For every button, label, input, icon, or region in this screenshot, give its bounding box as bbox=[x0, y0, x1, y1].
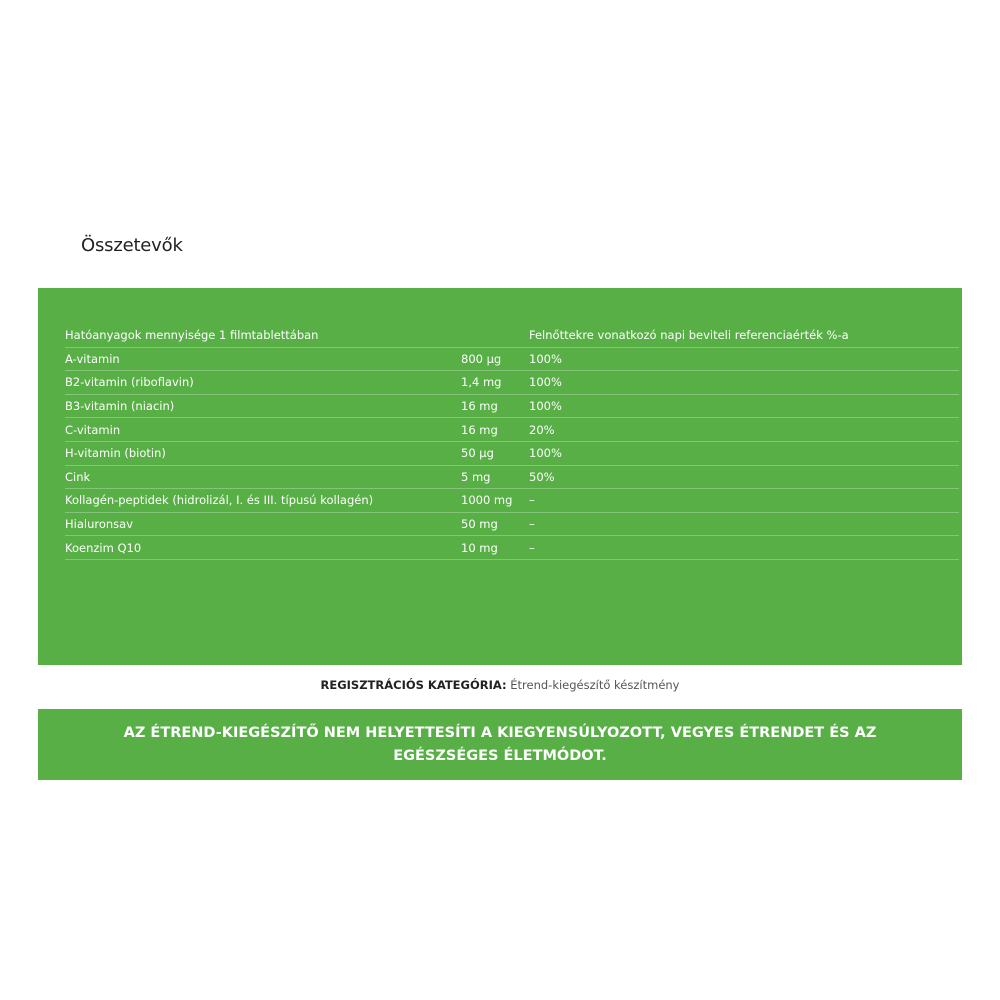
ingredient-name: Cink bbox=[65, 465, 461, 489]
table-row bbox=[65, 394, 959, 418]
ingredient-rdi: – bbox=[529, 512, 959, 536]
table-row bbox=[65, 465, 959, 489]
disclaimer-banner bbox=[38, 709, 962, 780]
ingredient-rdi: 100% bbox=[529, 441, 959, 465]
section-title: Összetevők bbox=[81, 235, 183, 256]
table-row bbox=[65, 489, 959, 513]
registration-label: REGISZTRÁCIÓS KATEGÓRIA: bbox=[320, 678, 507, 692]
table-row bbox=[65, 536, 959, 560]
ingredient-amount: 1000 mg bbox=[461, 489, 529, 513]
ingredient-amount: 50 mg bbox=[461, 512, 529, 536]
header-ingredient: Hatóanyagok mennyisége 1 filmtablettában bbox=[65, 324, 461, 347]
ingredients-panel bbox=[38, 288, 962, 665]
ingredient-rdi: 100% bbox=[529, 371, 959, 395]
ingredient-name: A-vitamin bbox=[65, 347, 461, 371]
ingredient-rdi: 100% bbox=[529, 347, 959, 371]
table-row bbox=[65, 441, 959, 465]
ingredient-amount: 50 µg bbox=[461, 441, 529, 465]
ingredient-amount: 16 mg bbox=[461, 418, 529, 442]
ingredient-name: Koenzim Q10 bbox=[65, 536, 461, 560]
ingredient-name: B2-vitamin (riboflavin) bbox=[65, 371, 461, 395]
registration-category bbox=[0, 678, 1000, 692]
ingredient-amount: 16 mg bbox=[461, 394, 529, 418]
table-header-row bbox=[65, 324, 959, 347]
ingredient-rdi: – bbox=[529, 489, 959, 513]
table-row bbox=[65, 347, 959, 371]
header-rdi: Felnőttekre vonatkozó napi beviteli referenciaérték %-a bbox=[529, 324, 959, 347]
ingredient-rdi: – bbox=[529, 536, 959, 560]
ingredient-name: Hialuronsav bbox=[65, 512, 461, 536]
disclaimer-text: AZ ÉTREND-KIEGÉSZÍTŐ NEM HELYETTESÍTI A KIEGYENSÚLYOZOTT, VEGYES ÉTRENDET ÉS AZ EGÉSZSÉGES ÉLETMÓDOT. bbox=[123, 724, 877, 764]
ingredient-name: B3-vitamin (niacin) bbox=[65, 394, 461, 418]
registration-value: Étrend-kiegészítő készítmény bbox=[510, 678, 680, 692]
ingredient-rdi: 100% bbox=[529, 394, 959, 418]
ingredient-amount: 800 µg bbox=[461, 347, 529, 371]
ingredient-rdi: 20% bbox=[529, 418, 959, 442]
ingredient-rdi: 50% bbox=[529, 465, 959, 489]
ingredient-amount: 10 mg bbox=[461, 536, 529, 560]
ingredients-table bbox=[65, 324, 959, 560]
table-row bbox=[65, 418, 959, 442]
header-amount bbox=[461, 324, 529, 347]
table-row bbox=[65, 512, 959, 536]
table-row bbox=[65, 371, 959, 395]
ingredient-amount: 5 mg bbox=[461, 465, 529, 489]
ingredient-amount: 1,4 mg bbox=[461, 371, 529, 395]
ingredient-name: H-vitamin (biotin) bbox=[65, 441, 461, 465]
ingredient-name: C-vitamin bbox=[65, 418, 461, 442]
ingredient-name: Kollagén-peptidek (hidrolizál, I. és III. típusú kollagén) bbox=[65, 489, 461, 513]
